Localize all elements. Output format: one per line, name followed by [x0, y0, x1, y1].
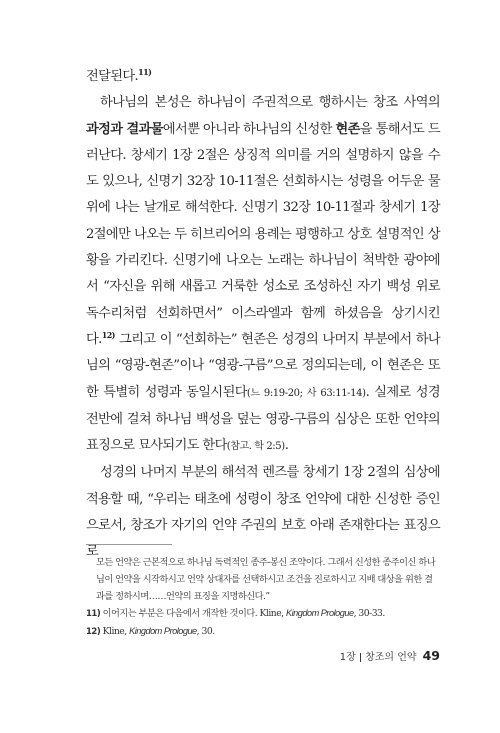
paragraph-3	[86, 460, 440, 565]
book-title: Kingdom Prologue	[129, 626, 197, 636]
scripture-reference: (참고. 학 2:5)	[226, 441, 285, 453]
scripture-reference: (느 9:19-20; 사 63:11-14)	[246, 387, 366, 399]
emphasis-process-result: 과정과 결과물	[86, 121, 163, 137]
footnote-ref-11: 11)	[138, 67, 152, 77]
paragraph-text: .	[284, 438, 289, 454]
main-text	[86, 64, 440, 566]
footnote-number: 12)	[86, 627, 101, 637]
footnote-number: 11)	[86, 609, 101, 619]
paragraph-text: 전달된다.	[86, 69, 139, 84]
paragraph-text: 성경의 나머지 부분의 해석적 렌즈를 창세기 1장 2절의 심상에 적용할 때, “우리는 태초에 성령이 창조 언약에 대한 신성한 증인으로서, 창조가 자기의 언약 주권의 보호 아래 존재한다는 표징으로	[86, 465, 440, 560]
paragraph-text: 을 통해서도 드러난다. 창세기 1장 2절은 상징적 의미를 거의 설명하지 않을 수도 있으나, 신명기 32장 10-11절은 선회하시는 성령을 어두운 물 위에 나는 날개로 해석한다. 신명기 32장 10-11절과 창세기 1장 2절에만 나오는 두 히브리어의 용례는 평행하고 상호 설명적인 상황을 가리킨다. 신명기에 나오는 노래는 하나님이 척박한 광야에서 “자신을 위해 새롭고 거룩한 성소로 조성하신 자기 백성 위로 독수리처럼 선회하면서” 이스라엘과 함께 하셨음을 상기시킨다.	[86, 121, 440, 347]
book-title: Kingdom Prologue	[285, 608, 354, 618]
emphasis-presence: 현존	[335, 121, 360, 137]
footnotes	[86, 554, 440, 641]
footnote-12	[86, 623, 440, 641]
footnote-ref-12: 12)	[101, 329, 115, 340]
footnote-pages: , 30-33.	[353, 608, 385, 619]
chapter-title: 1장 ǀ 창조의 언약	[339, 652, 417, 663]
footnote-divider	[86, 544, 172, 545]
footnote-continuation: 모든 언약은 근본적으로 하나님 독력적인 종주-봉신 조약이다. 그래서 신성한 종주이신 하나님이 언약을 시작하시고 언약 상대자를 선택하시고 조건을 진로하시고 지배 대상을 위한 결과를 정하시며……언약의 표징을 지명하신다.”	[96, 557, 436, 602]
paragraph-text: 에서뿐 아니라 하나님의 신성한	[162, 121, 336, 137]
footnote-pages: , 30.	[196, 626, 215, 637]
paragraph-text: 그리고 이 “선회하는” 현존은 성경의 나머지 부분에서 하나님의 “영광-현존”이나 “영광-구름”으로 정의되는데, 이 현존은 또한 특별히 성령과 동일시된다	[86, 331, 440, 400]
footnote-text: 이어지는 부분은 다음에서 개작한 것이다. Kline,	[100, 608, 286, 619]
footnote-text: Kline,	[100, 626, 130, 637]
paragraph-text: 하나님의 본성은 하나님이 주권적으로 행하시는 창조 사역의	[100, 95, 440, 111]
paragraph-1	[86, 64, 440, 90]
running-footer	[86, 648, 440, 663]
paragraph-2	[86, 90, 440, 460]
page-number: 49	[422, 648, 440, 663]
paragraph-text: . 실제로 성경 전반에 걸쳐 하나님 백성을 덮는 영광-구름의 심상은 또한 언약의 표징으로 묘사되기도 한다	[86, 384, 440, 454]
footnote-11	[86, 605, 440, 623]
